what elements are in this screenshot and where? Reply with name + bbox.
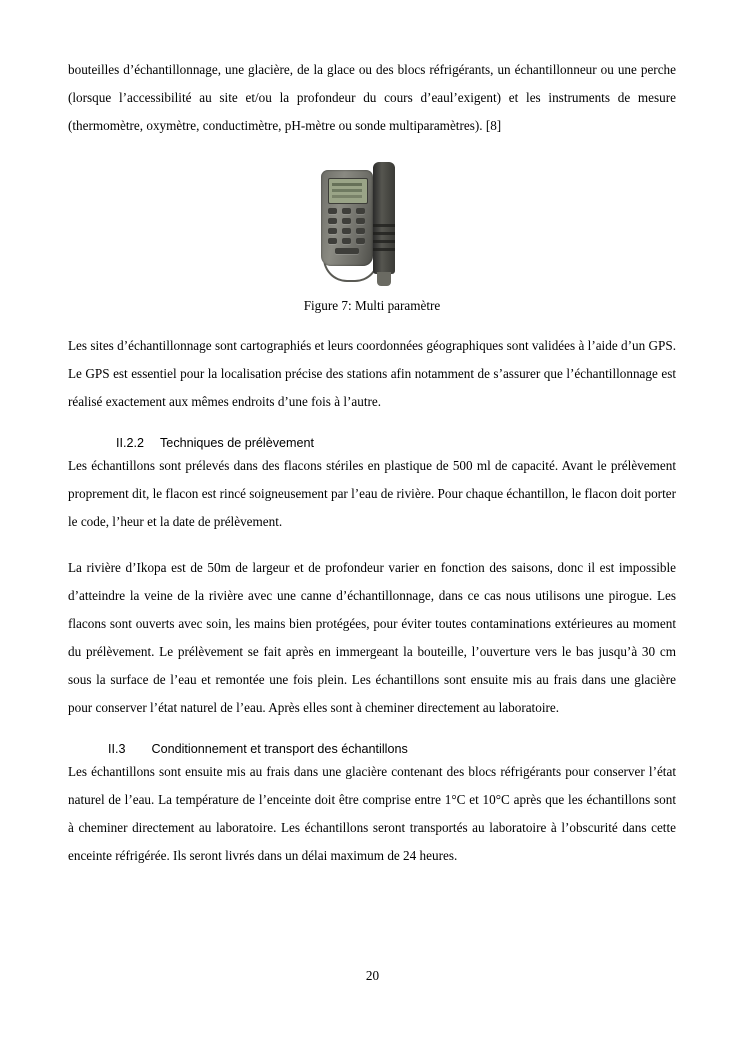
meter-screen xyxy=(328,178,368,204)
figure-caption: Figure 7: Multi paramètre xyxy=(303,298,441,313)
heading-ii-2-2-number: II.2.2 xyxy=(116,436,145,450)
page-content xyxy=(68,56,676,870)
heading-ii-3-number: II.3 xyxy=(108,742,126,756)
paragraph-transport: Les échantillons sont ensuite mis au frais dans une glacière contenant des blocs réfrigérants pour conserver l’état naturel de l’eau. La température de l’enceinte doit être comprise entre 1°C et 10°C après que les échantillons sont à cheminer directement au laboratoire. Les échantillons seront transportés au laboratoire à l’obscurité dans cette enceinte réfrigérée. Ils seront livrés dans un délai maximum de 24 heures. xyxy=(68,764,676,863)
heading-ii-2-2 xyxy=(68,436,676,450)
paragraph-sampling: Les échantillons sont prélevés dans des flacons stériles en plastique de 500 ml de capacité. Avant le prélèvement proprement dit, le flacon est rincé soigneusement par l’eau de rivière. Pour chaque échantillon, le flacon doit porter le code, l’heur et la date de prélèvement. xyxy=(68,458,676,529)
paragraph-gps: Les sites d’échantillonnage sont cartographiés et leurs coordonnées géographiques sont validées à l’aide d’un GPS. Le GPS est essentiel pour la localisation précise des stations afin notamment de s’assurer que l’échantillonnage est réalisé exactement aux mêmes endroits d’une fois à l’autre. xyxy=(68,338,676,409)
meter-body xyxy=(321,170,373,266)
page-number: 20 xyxy=(365,968,380,983)
paragraph-river: La rivière d’Ikopa est de 50m de largeur et de profondeur varier en fonction des saisons, donc il est impossible d’atteindre la veine de la rivière avec une canne d’échantillonnage, dans ce cas nous utilisons une pirogue. Les flacons sont ouverts avec soin, les mains bien protégées, pour éviter toutes contaminations extérieures au moment du prélèvement. Le prélèvement se fait après en immergeant la bouteille, l’ouverture vers le bas jusqu’à 30 cm sous la surface de l’eau et remontée une fois plein. Les échantillons sont ensuite mis au frais dans une glacière pour conserver l’état naturel de l’eau. Après elles sont à cheminer directement au laboratoire. xyxy=(68,560,676,715)
meter-keypad xyxy=(328,208,366,258)
probe-tip xyxy=(377,272,391,286)
heading-ii-3 xyxy=(68,742,676,756)
heading-ii-2-2-text: Techniques de prélèvement xyxy=(160,436,315,450)
meter-probe xyxy=(373,162,395,274)
figure-7 xyxy=(68,162,676,314)
paragraph-intro: bouteilles d’échantillonnage, une glacière, de la glace ou des blocs réfrigérants, un échantillonneur ou une perche (lorsque l’accessibilité au site et/ou la profondeur du cours d’eaul’exigent) et les instruments de mesure (thermomètre, oxymètre, conductimètre, pH-mètre ou sonde multiparamètres). [8] xyxy=(68,62,676,133)
heading-ii-3-text: Conditionnement et transport des échantillons xyxy=(151,742,408,756)
multiparameter-meter-icon xyxy=(307,162,437,282)
